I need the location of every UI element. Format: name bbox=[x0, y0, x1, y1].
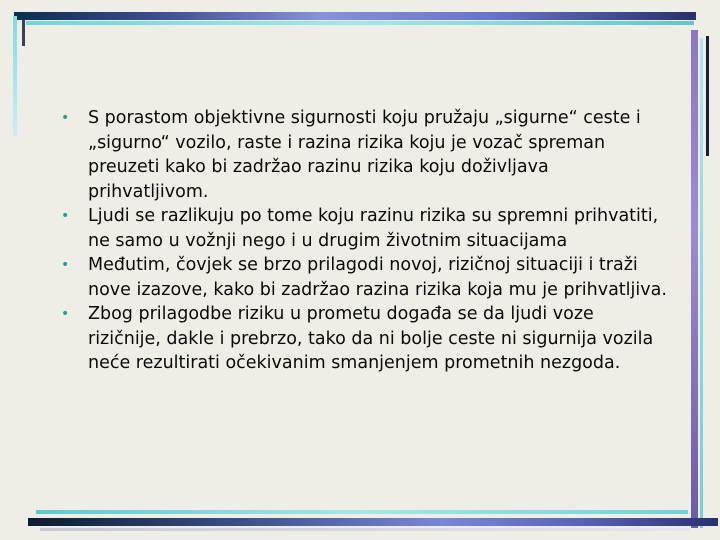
bullet-item bbox=[58, 302, 668, 376]
bullet-item bbox=[58, 253, 668, 302]
bullet-icon: • bbox=[61, 306, 70, 322]
bullet-item bbox=[58, 106, 668, 204]
frame-bottom-bar bbox=[28, 518, 718, 526]
frame-right-dark-bar bbox=[706, 36, 709, 156]
bullet-list bbox=[58, 106, 668, 376]
bullet-item bbox=[58, 204, 668, 253]
frame-top-bar bbox=[14, 12, 696, 20]
bullet-icon: • bbox=[61, 257, 70, 273]
bullet-text: S porastom objektivne sigurnosti koju pružaju „sigurne“ ceste i „sigurno“ vozilo, raste i razina rizika koju je vozač spreman preuzeti kako bi zadržao razinu rizika koju doživljava prihvatljivom. bbox=[88, 108, 641, 202]
bullet-text: Ljudi se razlikuju po tome koju razinu rizika su spremni prihvatiti, ne samo u vožnji nego i u drugim životnim situacijama bbox=[88, 206, 659, 251]
bullet-text: Zbog prilagodbe riziku u prometu događa se da ljudi voze rizičnije, dakle i prebrzo, tako da ni bolje ceste ni sigurnija vozila neće rezultirati očekivanim smanjenjem prometnih nezgoda. bbox=[88, 304, 654, 373]
frame-left-bar bbox=[22, 20, 25, 46]
frame-bottom-accent bbox=[36, 510, 688, 514]
frame-bottom-light bbox=[40, 528, 690, 531]
bullet-icon: • bbox=[61, 110, 70, 126]
frame-top-accent bbox=[26, 21, 694, 25]
frame-left-accent bbox=[13, 16, 17, 136]
bullet-text: Međutim, čovjek se brzo prilagodi novoj, rizičnoj situaciji i traži nove izazove, kako bi zadržao razina rizika koja mu je prihvatljiva. bbox=[88, 255, 667, 300]
bullet-icon: • bbox=[61, 208, 70, 224]
frame-right-bar bbox=[691, 30, 698, 528]
frame-right-accent bbox=[700, 38, 703, 528]
slide-content bbox=[58, 106, 668, 376]
